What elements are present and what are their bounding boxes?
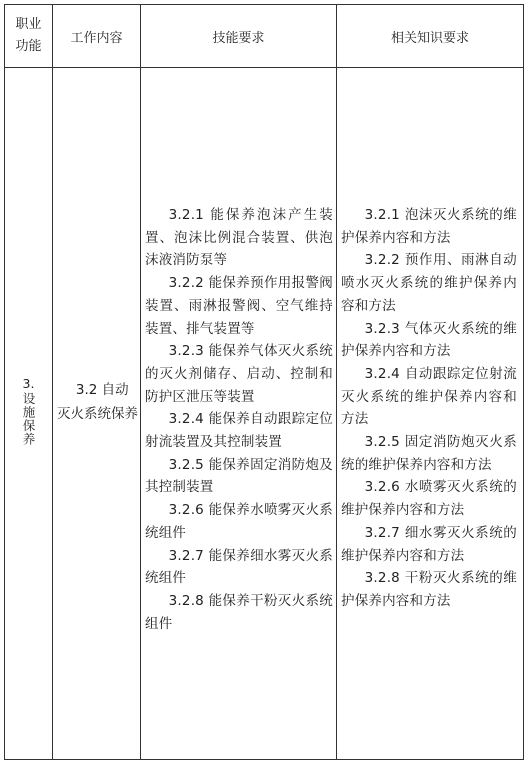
knowledge-item: 3.2.8 干粉灭火系统的维护保养内容和方法 [341,570,517,609]
knowledge-item: 3.2.6 水喷雾灭火系统的维护保养内容和方法 [341,479,517,519]
header-skill-requirements: 技能要求 [212,30,265,46]
knowledge-item: 3.2.7 细水雾灭火系统的维护保养内容和方法 [341,524,517,564]
knowledge-item: 3.2.3 气体灭火系统的维护保养内容和方法 [341,320,517,360]
knowledge-item: 3.2.5 固定消防炮灭火系统的维护保养内容和方法 [341,434,517,473]
skill-item: 3.2.3 能保养气体灭火系统的灭火剂储存、启动、控制和防护区泄压等装置 [145,343,333,405]
header-work-content: 工作内容 [70,30,123,46]
skill-item: 3.2.7 能保养细水雾灭火系统组件 [145,547,333,587]
function-cell [5,375,52,450]
header-divider [5,67,523,68]
requirements-table [4,4,524,760]
header-knowledge-requirements: 相关知识要求 [390,30,469,46]
skill-item: 3.2.4 能保养自动跟踪定位射流装置及其控制装置 [145,411,333,451]
column-divider [140,5,141,759]
skill-item: 3.2.5 能保养固定消防炮及其控制装置 [145,456,333,496]
header-function-line1: 职业 [15,17,42,32]
skill-item: 3.2.8 能保养干粉灭火系统组件 [145,592,333,632]
function-name: 设施保养 [21,392,36,446]
knowledge-cell [341,204,517,613]
function-number: 3. [22,376,35,391]
work-content-cell [57,378,139,426]
column-divider [52,5,53,759]
column-divider [336,5,337,759]
header-function [5,5,52,67]
skills-cell [145,204,333,635]
knowledge-item: 3.2.4 自动跟踪定位射流灭火系统的维护保养内容和方法 [341,365,517,428]
skill-item: 3.2.1 能保养泡沫产生装置、泡沫比例混合装置、供泡沫液消防泵等 [145,207,333,269]
knowledge-item: 3.2.1 泡沫灭火系统的维护保养内容和方法 [341,207,517,246]
knowledge-item: 3.2.2 预作用、雨淋自动喷水灭火系统的维护保养内容和方法 [341,252,517,314]
skill-item: 3.2.2 能保养预作用报警阀装置、雨淋报警阀、空气维持装置、排气装置等 [145,275,333,337]
skill-item: 3.2.6 能保养水喷雾灭火系统组件 [145,502,333,541]
work-content-text: 3.2 自动灭火系统保养 [57,382,138,422]
header-function-line2: 功能 [15,39,42,54]
